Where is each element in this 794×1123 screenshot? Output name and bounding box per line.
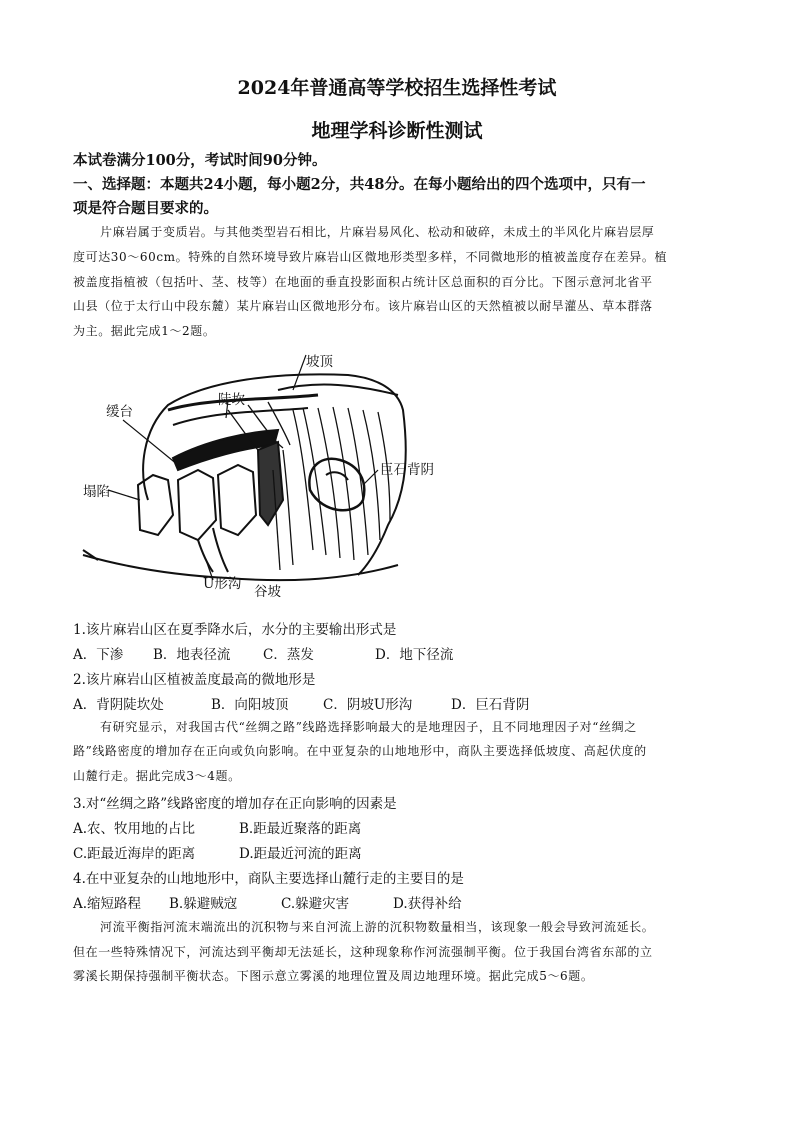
passage2-line-3: 山麓行走。据此完成3～4题。: [73, 769, 241, 783]
q2-option-d[interactable]: D．巨石背阴: [451, 697, 530, 713]
label-u-gully: U形沟: [203, 576, 242, 592]
question-4-stem: 4.在中亚复杂的山地地形中，商队主要选择山麓行走的主要目的是: [73, 871, 464, 887]
passage1-line-3: 被盖度指植被（包括叶、茎、枝等）在地面的垂直投影面积占统计区总面积的百分比。下图示意河北省平: [73, 275, 653, 289]
q2-option-b[interactable]: B．向阳坡顶: [211, 697, 289, 713]
passage1-line-2: 度可达30～60cm。特殊的自然环境导致片麻岩山区微地形类型多样，不同微地形的植被盖度存在差异。植: [73, 250, 668, 264]
passage1-line-4: 山县（位于太行山中段东麓）某片麻岩山区微地形分布。该片麻岩山区的天然植被以耐旱灌丛、草本群落: [73, 299, 653, 313]
label-boulder-shade: 巨石背阴: [380, 462, 434, 478]
q4-option-a[interactable]: A.缩短路程: [73, 896, 142, 912]
q2-option-a[interactable]: A．背阴陡坎处: [73, 697, 164, 713]
q4-option-d[interactable]: D.获得补给: [393, 896, 462, 912]
q1-option-b[interactable]: B．地表径流: [153, 647, 231, 663]
question-2-options: [73, 693, 723, 713]
question-2-stem: 2.该片麻岩山区植被盖度最高的微地形是: [73, 672, 316, 688]
exam-info: 本试卷满分100分，考试时间90分钟。: [73, 152, 327, 169]
question-3-options-row-1: [73, 817, 723, 837]
question-1-stem: 1.该片麻岩山区在夏季降水后，水分的主要输出形式是: [73, 622, 397, 638]
question-1-options: [73, 643, 723, 663]
micro-landform-figure: [78, 350, 498, 600]
q1-option-a[interactable]: A．下渗: [73, 647, 124, 663]
passage2-line-2: 路”线路密度的增加存在正向或负向影响。在中亚复杂的山地地形中，商队主要选择低坡度、高起伏度的: [73, 744, 647, 758]
exam-subtitle: 地理学科诊断性测试: [311, 120, 483, 142]
passage1-line-5: 为主。据此完成1～2题。: [73, 324, 216, 338]
question-3-options-row-2: [73, 842, 723, 862]
passage3-line-1: 河流平衡指河流末端流出的沉积物与来自河流上游的沉积物数量相当，该现象一般会导致河流延长。: [100, 920, 655, 934]
passage3-line-3: 雾溪长期保持强制平衡状态。下图示意立雾溪的地理位置及周边地理环境。据此完成5～6题。: [73, 969, 594, 983]
section-heading-line-2: 项是符合题目要求的。: [73, 200, 218, 217]
q4-option-b[interactable]: B.躲避贼寇: [169, 896, 238, 912]
question-3-stem: 3.对“丝绸之路”线路密度的增加存在正向影响的因素是: [73, 796, 397, 812]
micro-landform-sketch: [78, 350, 498, 600]
label-slope-top: 坡顶: [306, 354, 333, 370]
label-scarp: 陡坎: [218, 392, 245, 408]
q4-option-c[interactable]: C.躲避灾害: [281, 896, 350, 912]
question-4-options: [73, 892, 723, 912]
passage3-line-2: 但在一些特殊情况下，河流达到平衡却无法延长，这种现象称作河流强制平衡。位于我国台湾省东部的立: [73, 945, 653, 959]
label-collapse: 塌陷: [83, 484, 110, 500]
q1-option-d[interactable]: D．地下径流: [375, 647, 454, 663]
passage2-line-1: 有研究显示，对我国古代“丝绸之路”线路选择影响最大的是地理因子，且不同地理因子对“丝绸之: [100, 720, 637, 734]
exam-title: 2024年普通高等学校招生选择性考试: [237, 77, 557, 99]
section-heading-line-1: 一、选择题：本题共24小题，每小题2分，共48分。在每小题给出的四个选项中，只有一: [73, 176, 646, 193]
q3-option-c[interactable]: C.距最近海岸的距离: [73, 846, 196, 862]
passage1-line-1: 片麻岩属于变质岩。与其他类型岩石相比，片麻岩易风化、松动和破碎，未成土的半风化片麻岩层厚: [100, 225, 655, 239]
q3-option-d[interactable]: D.距最近河流的距离: [239, 846, 362, 862]
label-terrace: 缓台: [106, 404, 133, 420]
q2-option-c[interactable]: C．阴坡U形沟: [323, 697, 413, 713]
q3-option-a[interactable]: A.农、牧用地的占比: [73, 821, 196, 837]
q1-option-c[interactable]: C．蒸发: [263, 647, 314, 663]
label-valley-slope: 谷坡: [254, 584, 281, 600]
q3-option-b[interactable]: B.距最近聚落的距离: [239, 821, 362, 837]
